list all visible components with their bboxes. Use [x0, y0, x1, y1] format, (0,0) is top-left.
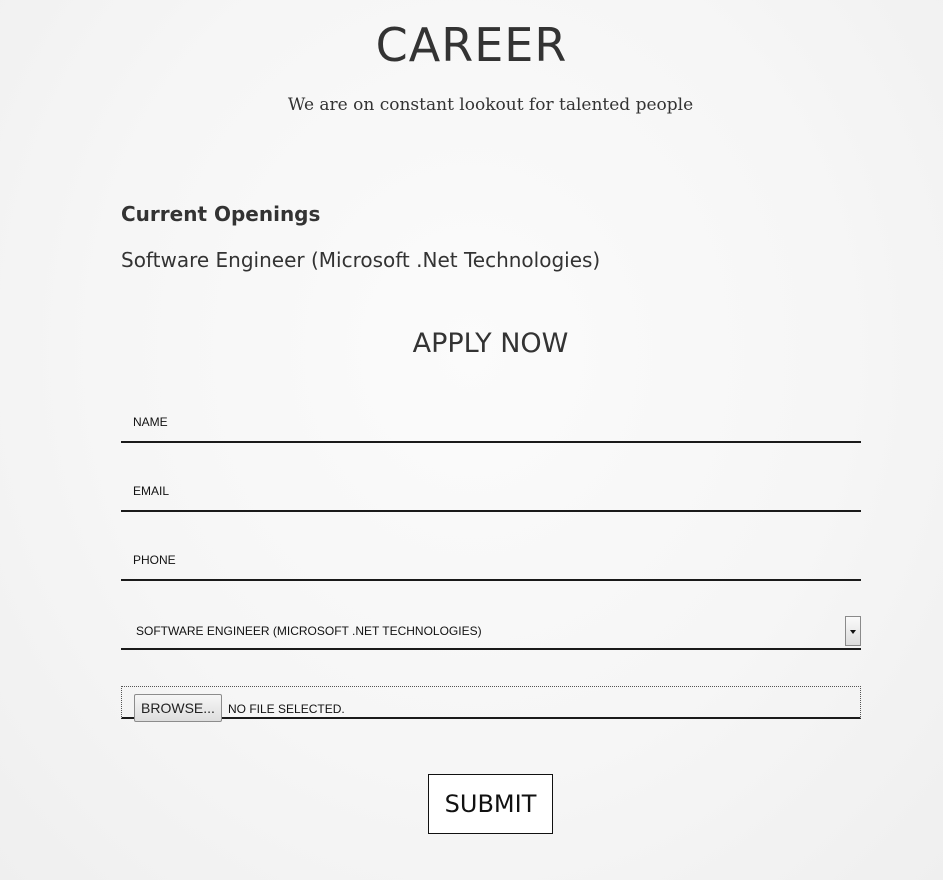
email-field-wrapper [121, 472, 861, 512]
page-title: CAREER [375, 18, 568, 72]
apply-now-heading: APPLY NOW [412, 328, 569, 359]
opening-item: Software Engineer (Microsoft .Net Technologies) [121, 248, 601, 272]
phone-field-wrapper [121, 541, 861, 581]
current-openings-heading: Current Openings [121, 202, 321, 226]
name-field-wrapper [121, 403, 861, 443]
position-select-value: SOFTWARE ENGINEER (MICROSOFT .NET TECHNOLOGIES) [136, 624, 482, 638]
chevron-down-icon[interactable] [845, 616, 861, 646]
browse-button[interactable]: BROWSE... [134, 694, 222, 722]
page-subtitle: We are on constant lookout for talented people [287, 95, 694, 115]
position-select[interactable] [121, 610, 861, 650]
name-input[interactable] [121, 403, 861, 441]
file-status-text: NO FILE SELECTED. [228, 702, 345, 716]
submit-button[interactable]: SUBMIT [428, 774, 553, 834]
phone-input[interactable] [121, 541, 861, 579]
resume-file-input[interactable] [121, 686, 861, 719]
email-input[interactable] [121, 472, 861, 510]
